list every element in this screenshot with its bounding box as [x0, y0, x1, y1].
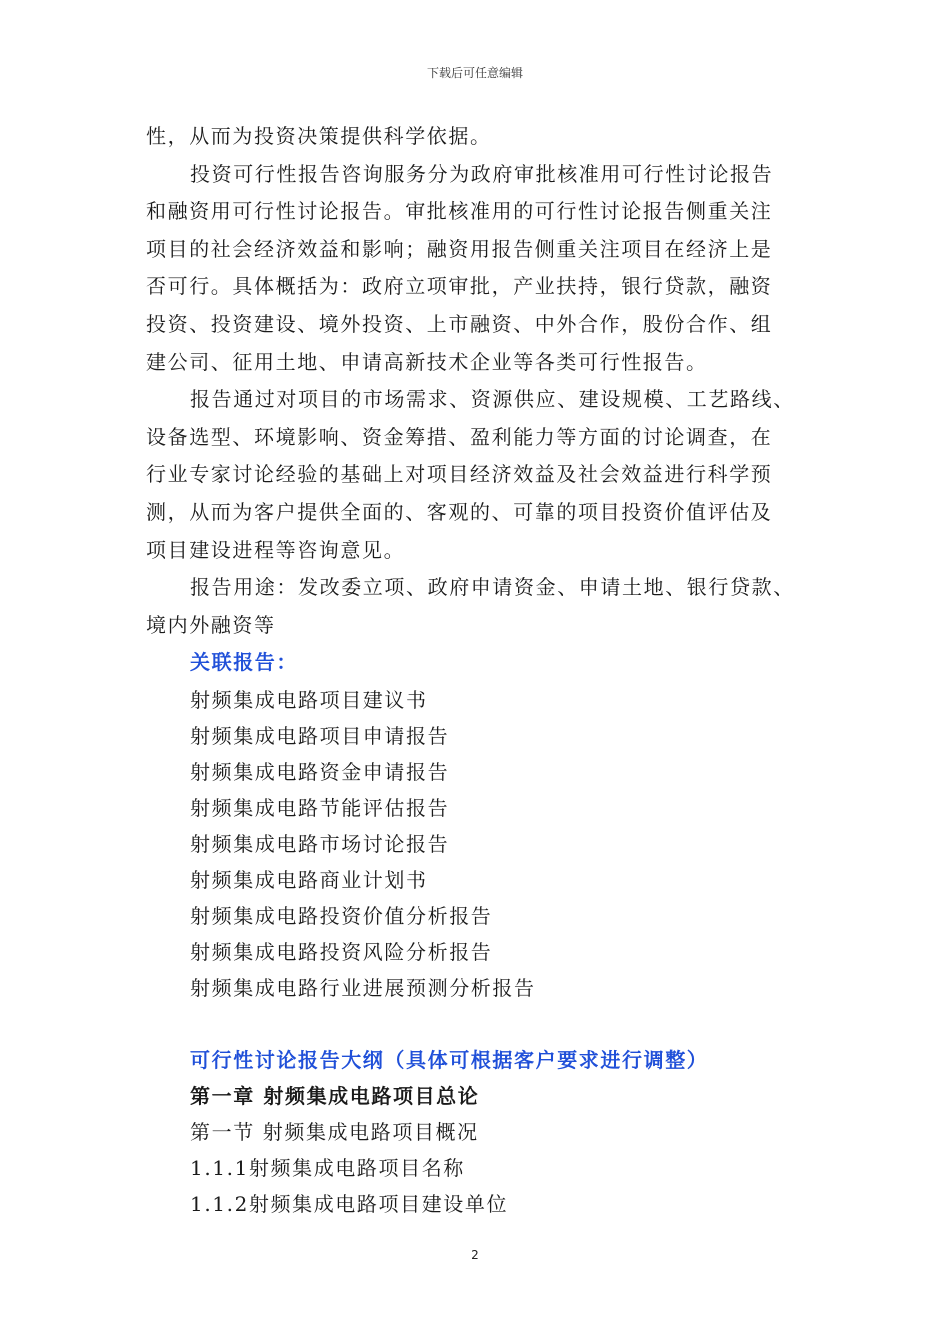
related-report-item: 射频集成电路市场讨论报告	[190, 831, 450, 856]
spacer	[146, 1006, 818, 1042]
paragraph-line: 和融资用可行性讨论报告。审批核准用的可行性讨论报告侧重关注	[146, 199, 773, 224]
paragraph-line: 项目的社会经济效益和影响；融资用报告侧重关注项目在经济上是	[146, 236, 773, 261]
related-report-item: 射频集成电路资金申请报告	[190, 759, 450, 784]
subsection-title: 1.1.1射频集成电路项目名称	[190, 1155, 465, 1180]
related-report-item: 射频集成电路投资风险分析报告	[190, 939, 493, 964]
outline-heading: 可行性讨论报告大纲（具体可根据客户要求进行调整）	[190, 1047, 709, 1072]
chapter-title: 第一章 射频集成电路项目总论	[190, 1083, 480, 1108]
subsection-title: 1.1.2射频集成电路项目建设单位	[190, 1191, 509, 1216]
related-report-item: 射频集成电路项目申请报告	[190, 723, 450, 748]
paragraph-line: 测，从而为客户提供全面的、客观的、可靠的项目投资价值评估及	[146, 499, 773, 524]
paragraph-line: 报告通过对项目的市场需求、资源供应、建设规模、工艺路线、	[190, 387, 795, 412]
paragraph-line: 项目建设进程等咨询意见。	[146, 537, 406, 562]
related-reports-heading: 关联报告：	[190, 650, 298, 675]
paragraph-line: 行业专家讨论经验的基础上对项目经济效益及社会效益进行科学预	[146, 462, 773, 487]
related-report-item: 射频集成电路项目建议书	[190, 687, 428, 712]
section-title: 第一节 射频集成电路项目概况	[190, 1119, 479, 1144]
page-header: 下载后可任意编辑	[426, 66, 523, 80]
related-report-item: 射频集成电路商业计划书	[190, 867, 428, 892]
page-number: 2	[471, 1248, 479, 1262]
paragraph-line: 投资、投资建设、境外投资、上市融资、中外合作，股份合作、组	[146, 311, 773, 336]
paragraph-line: 报告用途：发改委立项、政府申请资金、申请土地、银行贷款、	[190, 575, 795, 600]
related-report-item: 射频集成电路投资价值分析报告	[190, 903, 493, 928]
related-report-item: 射频集成电路节能评估报告	[190, 795, 450, 820]
document-body	[146, 118, 818, 1222]
paragraph-line: 投资可行性报告咨询服务分为政府审批核准用可行性讨论报告	[190, 161, 774, 186]
related-report-item: 射频集成电路行业进展预测分析报告	[190, 975, 536, 1000]
related-reports-list	[146, 682, 818, 1006]
paragraph-line: 境内外融资等	[146, 612, 276, 637]
paragraph-line: 性，从而为投资决策提供科学依据。	[146, 124, 492, 148]
paragraph-line: 设备选型、环境影响、资金筹措、盈利能力等方面的讨论调查，在	[146, 424, 773, 449]
paragraph-line: 建公司、征用土地、申请高新技术企业等各类可行性报告。	[146, 349, 708, 374]
paragraph-line: 否可行。具体概括为：政府立项审批，产业扶持，银行贷款，融资	[146, 274, 773, 299]
